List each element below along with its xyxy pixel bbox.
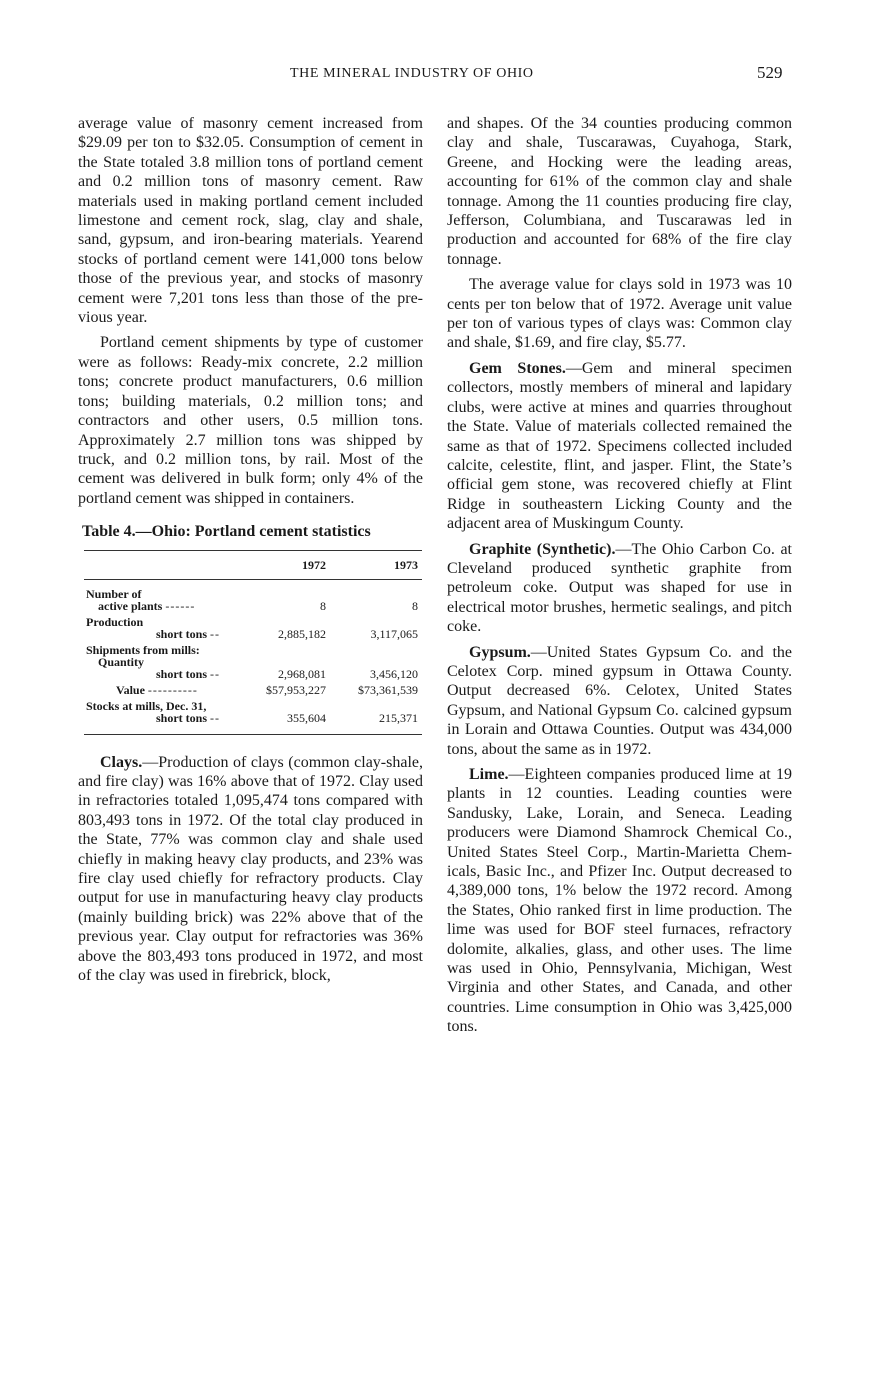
table-row: [84, 579, 422, 613]
portland-cement-statistics-table: [84, 550, 422, 735]
table-row: [84, 641, 422, 681]
column-header-1973: 1973: [330, 550, 422, 579]
row-label: Stocks at mills, Dec. 31, short tons --: [84, 697, 238, 735]
paragraph-gypsum: Gypsum.—United States Gypsum Co. and the Celotex Corp. mined gypsum in Ottawa County. Output decreased 6%. Celotex, United States Gypsum, and National Gypsum Co. calcined gypsum in Lorain and Ottawa Counties. Output was 434,000 tons, about the same as in 1972.: [447, 643, 792, 758]
cell-value: 2,885,182: [278, 626, 326, 641]
table-title: Table 4.—Ohio: Portland cement statistics: [82, 523, 371, 541]
cell-value: 215,371: [330, 697, 422, 735]
table-header-row: [84, 550, 422, 579]
cell-value: 3,117,065: [370, 626, 418, 641]
paragraph-masonry-cement: average value of masonry cement increased from $29.09 per ton to $32.05. Consumption of cement in the State totaled 3.8 million tons of portland cement and 0.2 million tons of masonry cement. Raw materials used in making portland cement included limestone and cement rock, slag, clay and shale, sand, gypsum, and iron-bearing materials. Yearend stocks of portland cement were 141,000 tons below those of the previous year, and stocks of masonry cement were 7,201 tons less than those of the previous year.: [78, 115, 423, 327]
cell-value: $73,361,539: [358, 682, 418, 697]
column-header-1972: 1972: [238, 550, 330, 579]
cell-value: 8: [320, 598, 326, 613]
table-row: [84, 613, 422, 641]
left-column: [78, 114, 423, 991]
table-row: [84, 681, 422, 697]
section-heading-gypsum: Gypsum.: [469, 643, 531, 661]
cell-value: 8: [412, 598, 418, 613]
row-label: Value ----------: [116, 682, 198, 697]
cell-value: $57,953,227: [266, 682, 326, 697]
table-row: [84, 697, 422, 735]
section-heading-clays: Clays.: [100, 753, 143, 771]
section-heading-gem-stones: Gem Stones.: [469, 359, 566, 377]
paragraph-graphite: Graphite (Synthetic).—The Ohio Carbon Co. at Cleveland produced synthetic graphite from petroleum coke. Output was shaped for use in electrical motor brushes, hermetic sealings, and pitch coke.: [447, 540, 793, 636]
paragraph-clay-value: The average value for clays sold in 1973 was 10 cents per ton below that of 1972. Average unit value per ton of various types of clays was: Common clay and shale, $1.69, and fire clay, $5.77.: [447, 276, 792, 352]
paragraph-gem-stones: Gem Stones.—Gem and mineral specimen collectors, mostly members of mineral and lapidary clubs, were active at mines and quarries throughout the State. Value of materials collected remained the same as that of 1972. Specimens collected included calcite, celestite, flint, and jasper. Flint, the State’s official gem stone, was recovered chiefly at Flint Ridge in southeastern Licking County and the adjacent area of Muskingum County.: [447, 359, 792, 533]
row-label: Shipments from mills: Quantity short tons --: [86, 642, 221, 681]
section-heading-lime: Lime.: [469, 766, 509, 783]
portland-cement-table-block: [78, 522, 423, 734]
cell-value: 3,456,120: [370, 666, 418, 681]
right-column: [447, 114, 792, 1043]
row-label: Number of active plants ------: [86, 586, 196, 613]
section-heading-graphite: Graphite (Synthetic).: [469, 540, 616, 558]
page-number: 529: [757, 63, 783, 82]
row-label: Production short tons --: [86, 614, 221, 641]
paragraph-cement-shipments: Portland cement shipments by type of customer were as follows: Ready-mix concrete, 2.2 million tons; concrete product manufacturers, 0.6 million tons; building materials, 0.2 million tons; and contractors and other users, 0.5 million tons. Approximately 2.7 million tons was shipped by truck, and 0.2 million tons, by rail. Most of the cement was delivered in bulk form; only 4% of the portland cement was shipped in containers.: [78, 334, 423, 507]
paragraph-clay-counties: and shapes. Of the 34 counties producing common clay and shale, Tuscarawas, Cuyahoga, Stark, Greene, and Hocking were the leading areas, accounting for 61% of the common clay and shale tonnage. Among the 11 counties producing fire clay, Jefferson, Columbiana, and Tuscarawas led in production and accounted for 68% of the fire clay tonnage.: [447, 115, 792, 268]
cell-value: 355,604: [238, 697, 330, 735]
paragraph-lime: Lime.—Eighteen companies produced lime at 19 plants in 12 counties. Leading counties were Sandusky, Lake, Lorain, and Seneca. Leading producers were Diamond Shamrock Chemical Co., United States Steel Corp., Martin-Marietta Chemicals, Basic Inc., and Pfizer Inc. Output decreased to 4,389,000 tons, 1% below the 1972 record. Among the States, Ohio ranked first in lime production. The lime was used for BOF steel furnaces, refractory dolomite, alkalies, glass, and other uses. The lime was used in Ohio, Pennsylvania, Michigan, West Virginia and other States, and Canada, and other countries. Lime consumption in Ohio was 3,425,000 tons.: [447, 766, 792, 1036]
paragraph-clays: Clays.—Production of clays (common clay-shale, and fire clay) was 16% above that of 1972. Clay used in refractories totaled 1,095,474 tons compared with 803,493 tons in 1972. Of the total clay produced in the State, 77% was common clay and shale used chiefly in making heavy clay products, and 23% was fire clay used chiefly for refractory products. Clay output for use in manufacturing heavy clay products (mainly building brick) was 22% above that of the previous year. Clay output for refractories was 36% above the 803,493 tons produced in 1972, and most of the clay was used in firebrick, block,: [78, 753, 423, 984]
cell-value: 2,968,081: [278, 666, 326, 681]
running-header-title: THE MINERAL INDUSTRY OF OHIO: [290, 66, 534, 81]
